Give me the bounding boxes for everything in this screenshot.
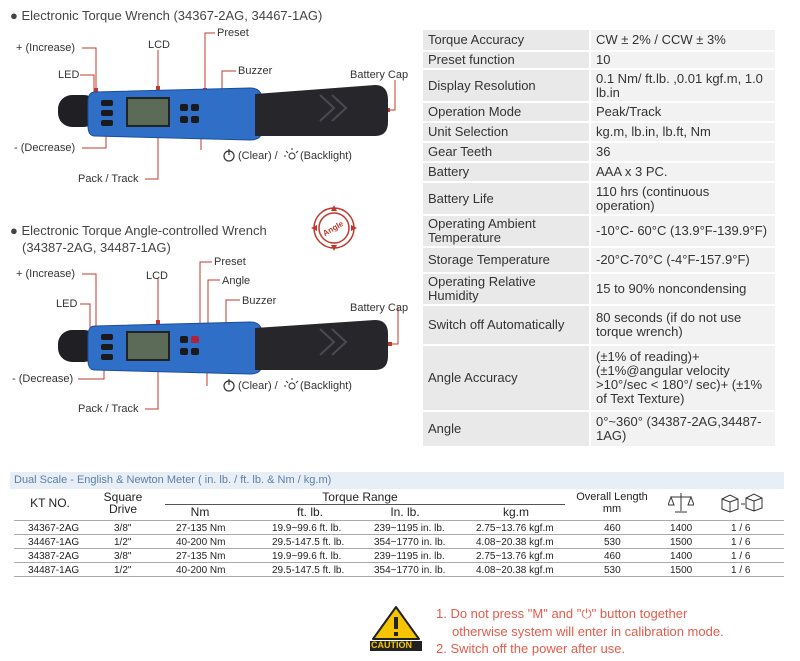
spec-value: 36: [590, 142, 775, 162]
buzzer-label: Buzzer: [238, 65, 273, 77]
spec-value: kg.m, lb.in, lb.ft, Nm: [590, 122, 775, 142]
spec-key: Battery: [423, 162, 590, 182]
backlight-label: (Backlight): [300, 380, 352, 392]
ft-lb-cell: 29.5-147.5 ft. lb.: [272, 537, 345, 548]
in-lb-cell: 354~1770 in. lb.: [374, 565, 446, 576]
table-divider: [14, 548, 784, 549]
dual-scale-title: Dual Scale - English & Newton Meter ( in. lb. / ft. lb. & Nm / kg.m): [14, 474, 332, 486]
kgm-cell: 2.75~13.76 kgf.m: [476, 551, 554, 562]
kgm-header: kg.m: [502, 505, 529, 519]
nm-cell: 27-135 Nm: [176, 523, 226, 534]
spec-value: -10°C- 60°C (13.9°F-139.9°F): [590, 215, 775, 247]
spec-key: Display Resolution: [423, 69, 590, 102]
length-cell: 530: [604, 565, 621, 576]
spec-key: Operating Ambient Temperature: [423, 215, 590, 247]
spec-key: Operating Relative Humidity: [423, 273, 590, 305]
package-cell: 1 / 6: [731, 565, 751, 576]
spec-value: 110 hrs (continuous operation): [590, 182, 775, 215]
spec-key: Preset function: [423, 51, 590, 69]
spec-row: [423, 142, 775, 162]
weight-cell: 1400: [670, 523, 693, 534]
weight-cell: 1400: [670, 551, 693, 562]
decrease-label: - (Decrease): [12, 373, 74, 385]
wrench-title: ● Electronic Torque Wrench (34367-2AG, 34467-1AG): [10, 8, 323, 23]
square-drive-cell: 3/8": [114, 551, 132, 562]
table-divider: [14, 520, 784, 521]
spec-row: [423, 247, 775, 273]
spec-value: AAA x 3 PC.: [590, 162, 775, 182]
nm-cell: 27-135 Nm: [176, 551, 226, 562]
lcd-label: LCD: [148, 39, 171, 51]
in-lb-cell: 239~1195 in. lb.: [374, 523, 445, 534]
kt-no-header: KT NO.: [30, 496, 70, 510]
spec-row: [423, 345, 775, 411]
pack-track-label: Pack / Track: [78, 173, 139, 185]
spec-key: Angle Accuracy: [423, 345, 590, 411]
bullet-icon: ●: [10, 8, 18, 23]
package-cell: 1 / 6: [731, 551, 751, 562]
caution-line-3: 2. Switch off the power after use.: [436, 641, 626, 656]
angle-wrench-title: ● Electronic Torque Angle-controlled Wrench: [10, 223, 267, 238]
spec-value: (±1% of reading)+(±1%@angular velocity >10°/sec < 180°/ sec)+ (±1% of Text Texture): [590, 345, 775, 411]
bullet-icon: ●: [10, 223, 18, 238]
spec-value: Peak/Track: [590, 102, 775, 122]
spec-row: [423, 102, 775, 122]
caution-sign-text: CAUTION: [371, 640, 412, 650]
kt-no-cell: 34367-2AG: [28, 523, 80, 534]
clear-label: (Clear) /: [238, 380, 278, 392]
spec-value: 80 seconds (if do not use torque wrench): [590, 305, 775, 345]
led-label: LED: [58, 69, 80, 81]
square-drive-header: Square Drive: [103, 490, 143, 516]
pack-track-label: Pack / Track: [78, 403, 139, 415]
ft-lb-cell: 19.9~99.6 ft. lb.: [272, 523, 342, 534]
spec-row: [423, 30, 775, 51]
package-box-icon: [720, 491, 764, 513]
decrease-label: - (Decrease): [14, 142, 76, 154]
overall-length-header: Overall Length mm: [576, 491, 648, 515]
in-lb-cell: 239~1195 in. lb.: [374, 551, 445, 562]
kt-no-cell: 34487-1AG: [28, 565, 80, 576]
square-drive-cell: 1/2": [114, 537, 132, 548]
table-divider: [14, 534, 784, 535]
spec-row: [423, 273, 775, 305]
spec-key: Switch off Automatically: [423, 305, 590, 345]
spec-key: Storage Temperature: [423, 247, 590, 273]
spec-key: Torque Accuracy: [423, 30, 590, 51]
spec-value: 10: [590, 51, 775, 69]
angle-label: Angle: [222, 275, 251, 287]
kgm-cell: 4.08~20.38 kgf.m: [476, 537, 554, 548]
nm-cell: 40-200 Nm: [176, 537, 226, 548]
spec-row: [423, 411, 775, 447]
table-divider: [14, 562, 784, 563]
kt-no-cell: 34387-2AG: [28, 551, 80, 562]
length-cell: 460: [604, 523, 621, 534]
specifications-table: [423, 30, 775, 448]
spec-key: Operation Mode: [423, 102, 590, 122]
in-lb-header: In. lb.: [390, 505, 420, 519]
preset-label: Preset: [217, 27, 249, 39]
spec-key: Angle: [423, 411, 590, 447]
spec-value: -20°C-70°C (-4°F-157.9°F): [590, 247, 775, 273]
backlight-label: (Backlight): [300, 150, 352, 162]
spec-row: [423, 305, 775, 345]
torque-range-header: Torque Range: [322, 490, 398, 504]
kgm-cell: 4.08~20.38 kgf.m: [476, 565, 554, 576]
spec-row: [423, 122, 775, 142]
spec-row: [423, 162, 775, 182]
led-label: LED: [56, 298, 78, 310]
ft-lb-header: ft. lb.: [296, 505, 323, 519]
spec-value: 0.1 Nm/ ft.lb. ,0.01 kgf.m, 1.0 lb.in: [590, 69, 775, 102]
increase-label: + (Increase): [16, 42, 75, 54]
nm-header: Nm: [190, 505, 210, 519]
battery-cap-label: Battery Cap: [350, 302, 409, 314]
spec-key: Unit Selection: [423, 122, 590, 142]
spec-value: 15 to 90% noncondensing: [590, 273, 775, 305]
weight-scale-icon: [668, 491, 694, 515]
caution-line-1: 1. Do not press "M" and "⏻" button together: [436, 606, 688, 621]
spec-key: Battery Life: [423, 182, 590, 215]
table-divider: [14, 576, 784, 577]
spec-key: Gear Teeth: [423, 142, 590, 162]
angle-stamp-text: Angle: [321, 219, 345, 238]
preset-label: Preset: [214, 256, 246, 268]
torque-wrench-image: [0, 0, 420, 200]
spec-row: [423, 215, 775, 247]
length-cell: 530: [604, 537, 621, 548]
spec-row: [423, 182, 775, 215]
clear-label: (Clear) /: [238, 150, 278, 162]
in-lb-cell: 354~1770 in. lb.: [374, 537, 446, 548]
package-cell: 1 / 6: [731, 537, 751, 548]
ft-lb-cell: 29.5-147.5 ft. lb.: [272, 565, 345, 576]
battery-cap-label: Battery Cap: [350, 69, 409, 81]
ft-lb-cell: 19.9~99.6 ft. lb.: [272, 551, 342, 562]
weight-cell: 1500: [670, 565, 693, 576]
square-drive-cell: 1/2": [114, 565, 132, 576]
angle-wrench-models: (34387-2AG, 34487-1AG): [22, 240, 171, 255]
caution-line-2: otherwise system will enter in calibration mode.: [452, 624, 724, 639]
buzzer-label: Buzzer: [242, 295, 277, 307]
spec-row: [423, 69, 775, 102]
square-drive-cell: 3/8": [114, 523, 132, 534]
nm-cell: 40-200 Nm: [176, 565, 226, 576]
spec-value: CW ± 2% / CCW ± 3%: [590, 30, 775, 51]
kt-no-cell: 34467-1AG: [28, 537, 80, 548]
package-cell: 1 / 6: [731, 523, 751, 534]
kgm-cell: 2.75~13.76 kgf.m: [476, 523, 554, 534]
spec-row: [423, 51, 775, 69]
weight-cell: 1500: [670, 537, 693, 548]
spec-value: 0°~360° (34387-2AG,34487-1AG): [590, 411, 775, 447]
lcd-label: LCD: [146, 270, 169, 282]
length-cell: 460: [604, 551, 621, 562]
increase-label: + (Increase): [16, 268, 75, 280]
